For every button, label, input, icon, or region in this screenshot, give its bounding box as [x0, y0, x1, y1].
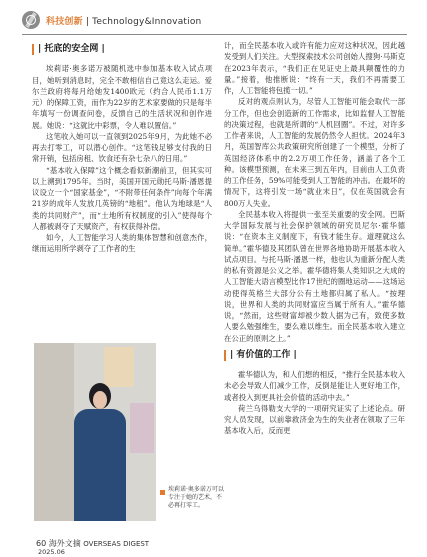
page-number: 60 — [36, 539, 47, 548]
magazine-name: 海外文摘 — [48, 539, 81, 548]
subhead-safety-net: | 托底的安全网 | — [32, 44, 212, 55]
header-divider — [22, 34, 407, 35]
left-column — [32, 40, 212, 255]
paragraph: 霍华德认为，和人们想的相反，“推行全民基本收入未必会导致人们减少工作，反倒是能让人更好地工作，或者投入到更具社会价值的活动中去。” — [224, 370, 405, 402]
artist-photo — [34, 343, 156, 521]
paragraph: 反对的观点则认为，尽管人工智能可能会取代一部分工作，但也会创造新的工作需求，比如监督人工智能的决策过程，也就是所谓的“人机回圈”。不过，对许多工作者来说，人工智能的发展仍然令人担忧。2024年3月，英国智库公共政策研究所创建了一个模型，分析了英国经济体系中的2.2万项工作任务，涵盖了各个工种。该模型预测，在未来三到五年内，目前由人工负责的工作任务，59%可能受到人工智能的冲击。在最坏的情况下，这将引发一场“就业末日”，仅在英国就会有800万人失业。 — [224, 97, 405, 208]
section-header — [22, 10, 407, 30]
paragraph: 如今，人工智能学习人类的集体智慧和创意杰作，继而运用所学剥夺了工作者的生 — [32, 233, 212, 254]
magazine-logo-icon — [22, 11, 40, 29]
photo-caption: 埃莉诺·奥多诺万可以专注于她的艺术，不必再打零工。 — [168, 486, 224, 509]
subhead-valuable-work: | 有价值的工作 | — [224, 350, 405, 361]
right-column — [224, 40, 405, 437]
paragraph: 埃莉诺·奥多诺万被随机选中参加基本收入试点项目，她听到消息时，完全不敢相信自己竟这么走运。爱尔兰政府将每月给她发1400欧元（约合人民币1.1万元）的保障工资，而作为22岁的艺术家要做的只是每半年填写一份调查问卷，反馈自己的生活状况和创作进展。她说：“这就比中彩票，令人难以置信。” — [32, 64, 212, 130]
paragraph: 全民基本收入将提供一张至关重要的安全网。巴斯大学国际发展与社会保护领域的研究员尼尔·霍华德说：“在资本主义制度下，有钱才能生存。道理就这么简单。”霍华德及其团队曾在世界各地协助开展基本收入试点项目。与托马斯·潘恩一样，他也认为重新分配人类的私有资源是公义之举。霍华德将集人类知识之大成的人工智能大语言模型比作17世纪的圈地运动——这场运动使得英格兰大部分公有土地都归属了私人。“按理说，世界和人类的共同财富应当属于所有人。”霍华德说，“然而，这些财富却被少数人据为己有，致使多数人要么勉强维生，要么难以维生。而全民基本收入建立在公正的原则之上。” — [224, 209, 405, 343]
paragraph: 计，而全民基本收入或许有能力应对这种状况，因此越发受到人们关注。大型探索技术公司创始人搜狗·马斯克在2023年表示，“我们正在见证史上最具颠覆性的力量。”接着，他推断说：“终有一天，我们不再需要工作，人工智能将包揽一切。” — [224, 41, 405, 95]
paragraph: “基本收入保障”这个概念看似新潮前卫，但其实可以上溯到1795年。当时，美国开国元勋托马斯·潘恩提议设立一个“国家基金”，“不附带任何条件”向每个年满21岁的成年人发放几英镑的“地租”。他认为地球是“人类的共同财产”，而“土地所有权制度的引入”使得每个人都被剥夺了天赋资产，有权获得补偿。 — [32, 165, 212, 231]
issue-date: 2025.06 — [38, 548, 65, 556]
paragraph: 这笔收入她可以一直领到2025年9月，为此她不必再去打零工，可以潜心创作。“这笔钱足够支付我的日常开销，包括房租、饮食还有杂七杂八的日用。” — [32, 131, 212, 164]
caption-marker-icon — [160, 490, 165, 495]
paragraph: 荷兰乌得勒支大学的一项研究证实了上述论点。研究人员发现，以前靠救济金为生的失业者在领取了三年基本收入后，反而更 — [224, 403, 405, 436]
magazine-brand: OVERSEAS DIGEST — [83, 540, 150, 548]
section-title: 科技创新 | Technology&Innovation — [46, 16, 202, 27]
